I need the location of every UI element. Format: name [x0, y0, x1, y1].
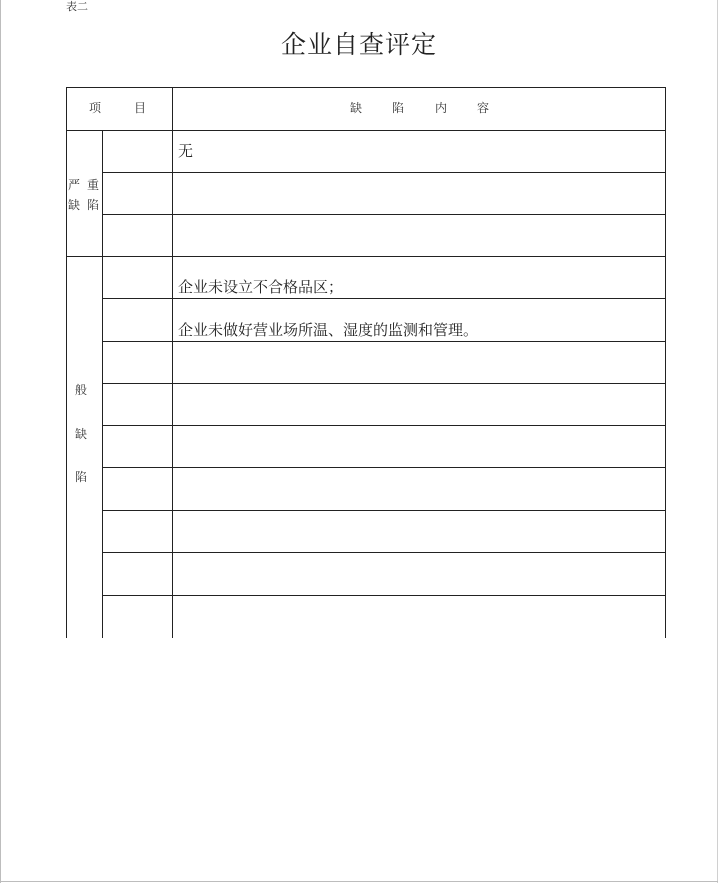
- section-divider: [66, 256, 666, 257]
- general-defect-text: 企业未做好营业场所温、湿度的监测和管理。: [178, 321, 479, 339]
- general-row-divider: [102, 510, 666, 511]
- header-item-char: 目: [134, 101, 147, 115]
- page-title: 企业自查评定: [280, 30, 437, 59]
- severe-row-divider: [102, 214, 666, 215]
- header-content-char: 缺: [350, 101, 363, 115]
- header-content-char: 陷: [392, 101, 405, 115]
- table-left-border: [66, 87, 67, 638]
- page-border-left: [0, 0, 1, 883]
- severe-defect-text: 无: [178, 142, 194, 160]
- general-defect-text: 企业未设立不合格品区；: [178, 278, 344, 296]
- severe-label-char: 重: [87, 178, 100, 192]
- page-border-right: [717, 0, 718, 883]
- general-row-divider: [102, 595, 666, 596]
- form-label: 表二: [66, 0, 88, 13]
- header-content-char: 容: [477, 101, 490, 115]
- general-row-divider: [102, 298, 666, 299]
- table-top-border: [66, 87, 666, 88]
- severe-label-char: 陷: [87, 198, 100, 212]
- category-column-divider: [102, 130, 103, 638]
- general-row-divider: [102, 341, 666, 342]
- general-row-divider: [102, 552, 666, 553]
- general-row-divider: [102, 383, 666, 384]
- general-label-char: 陷: [75, 470, 88, 484]
- header-content-char: 内: [435, 101, 448, 115]
- general-label-char: 般: [75, 383, 88, 397]
- table-header-bottom: [66, 130, 666, 131]
- page-border-bottom: [0, 881, 718, 882]
- item-column-divider: [172, 87, 173, 638]
- general-row-divider: [102, 467, 666, 468]
- header-item-char: 项: [89, 101, 102, 115]
- severe-label-char: 严: [68, 178, 81, 192]
- general-label-char: 缺: [75, 427, 88, 441]
- severe-row-divider: [102, 172, 666, 173]
- severe-label-char: 缺: [68, 198, 81, 212]
- table-right-border: [665, 87, 666, 638]
- general-row-divider: [102, 425, 666, 426]
